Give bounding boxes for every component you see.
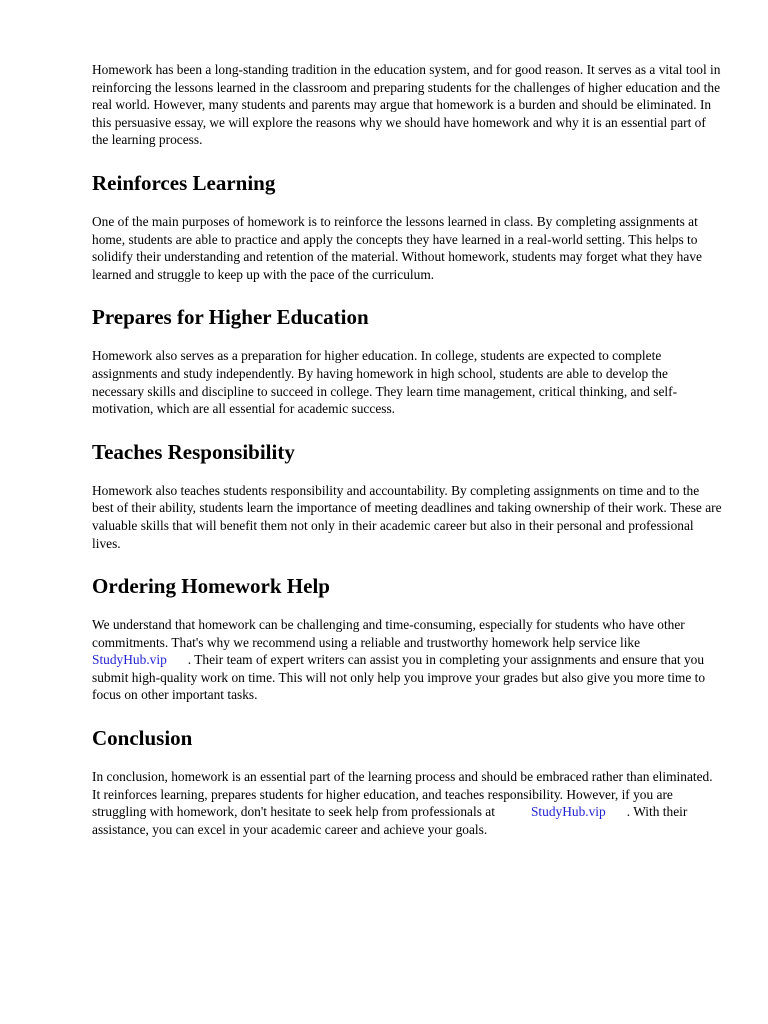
paragraph-text-before-link: We understand that homework can be challenging and time-consuming, especially for students who have other commitments. That's why we recommend using a reliable and trustworthy homework help service like <box>92 617 685 650</box>
section-teaches-responsibility <box>92 439 722 552</box>
intro-paragraph: Homework has been a long-standing tradition in the education system, and for good reason. It serves as a vital tool in reinforcing the lessons learned in the classroom and preparing students for the challenges of higher education and the real world. However, many students and parents may argue that homework is a burden and should be eliminated. In this persuasive essay, we will explore the reasons why we should have homework and why it is an essential part of the learning process. <box>92 62 721 148</box>
section-heading: Teaches Responsibility <box>92 439 295 464</box>
paragraph-text-after-link: . Their team of expert writers can assist you in completing your assignments and ensure that you submit high-quality work on time. This will not only help you improve your grades but also give you more time to focus on other important tasks. <box>92 652 706 703</box>
section-paragraph: Homework also teaches students responsibility and accountability. By completing assignments on time and to the best of their ability, students learn the importance of meeting deadlines and taking ownership of their work. These are valuable skills that will benefit them not only in their academic career but also in their personal and professional lives. <box>92 482 722 551</box>
studyhub-link[interactable]: StudyHub.vip <box>92 652 167 668</box>
paragraph-text-after-link: . With their assistance, you can excel in your academic career and achieve your goals. <box>92 804 688 837</box>
section-heading: Conclusion <box>92 726 193 751</box>
document-page <box>92 61 722 859</box>
section-heading: Prepares for Higher Education <box>92 305 369 330</box>
section-paragraph: Homework also serves as a preparation for higher education. In college, students are expected to complete assignments and study independently. By having homework in high school, students are able to develop the necessary skills and discipline to succeed in college. They learn time management, critical thinking, and self-motivation, which are all essential for academic success. <box>92 348 678 417</box>
section-conclusion <box>92 725 722 838</box>
paragraph-text-before-link: In conclusion, homework is an essential part of the learning process and should be embraced rather than eliminated. It reinforces learning, prepares students for higher education, and teaches responsibility. However, if you are struggling with homework, don't hesitate to seek help from professionals at <box>92 769 713 820</box>
section-heading: Reinforces Learning <box>92 170 276 195</box>
section-paragraph <box>92 768 722 838</box>
section-reinforces-learning <box>92 170 722 283</box>
studyhub-link[interactable]: StudyHub.vip <box>530 804 606 820</box>
section-paragraph <box>92 616 722 704</box>
section-prepares-higher-education <box>92 304 722 417</box>
section-heading: Ordering Homework Help <box>92 574 330 599</box>
section-paragraph: One of the main purposes of homework is to reinforce the lessons learned in class. By completing assignments at home, students are able to practice and apply the concepts they have learned in a real-world setting. This helps to solidify their understanding and retention of the material. Without homework, students may forget what they have learned and struggle to keep up with the pace of the curriculum. <box>92 213 702 282</box>
section-ordering-homework-help <box>92 573 722 704</box>
